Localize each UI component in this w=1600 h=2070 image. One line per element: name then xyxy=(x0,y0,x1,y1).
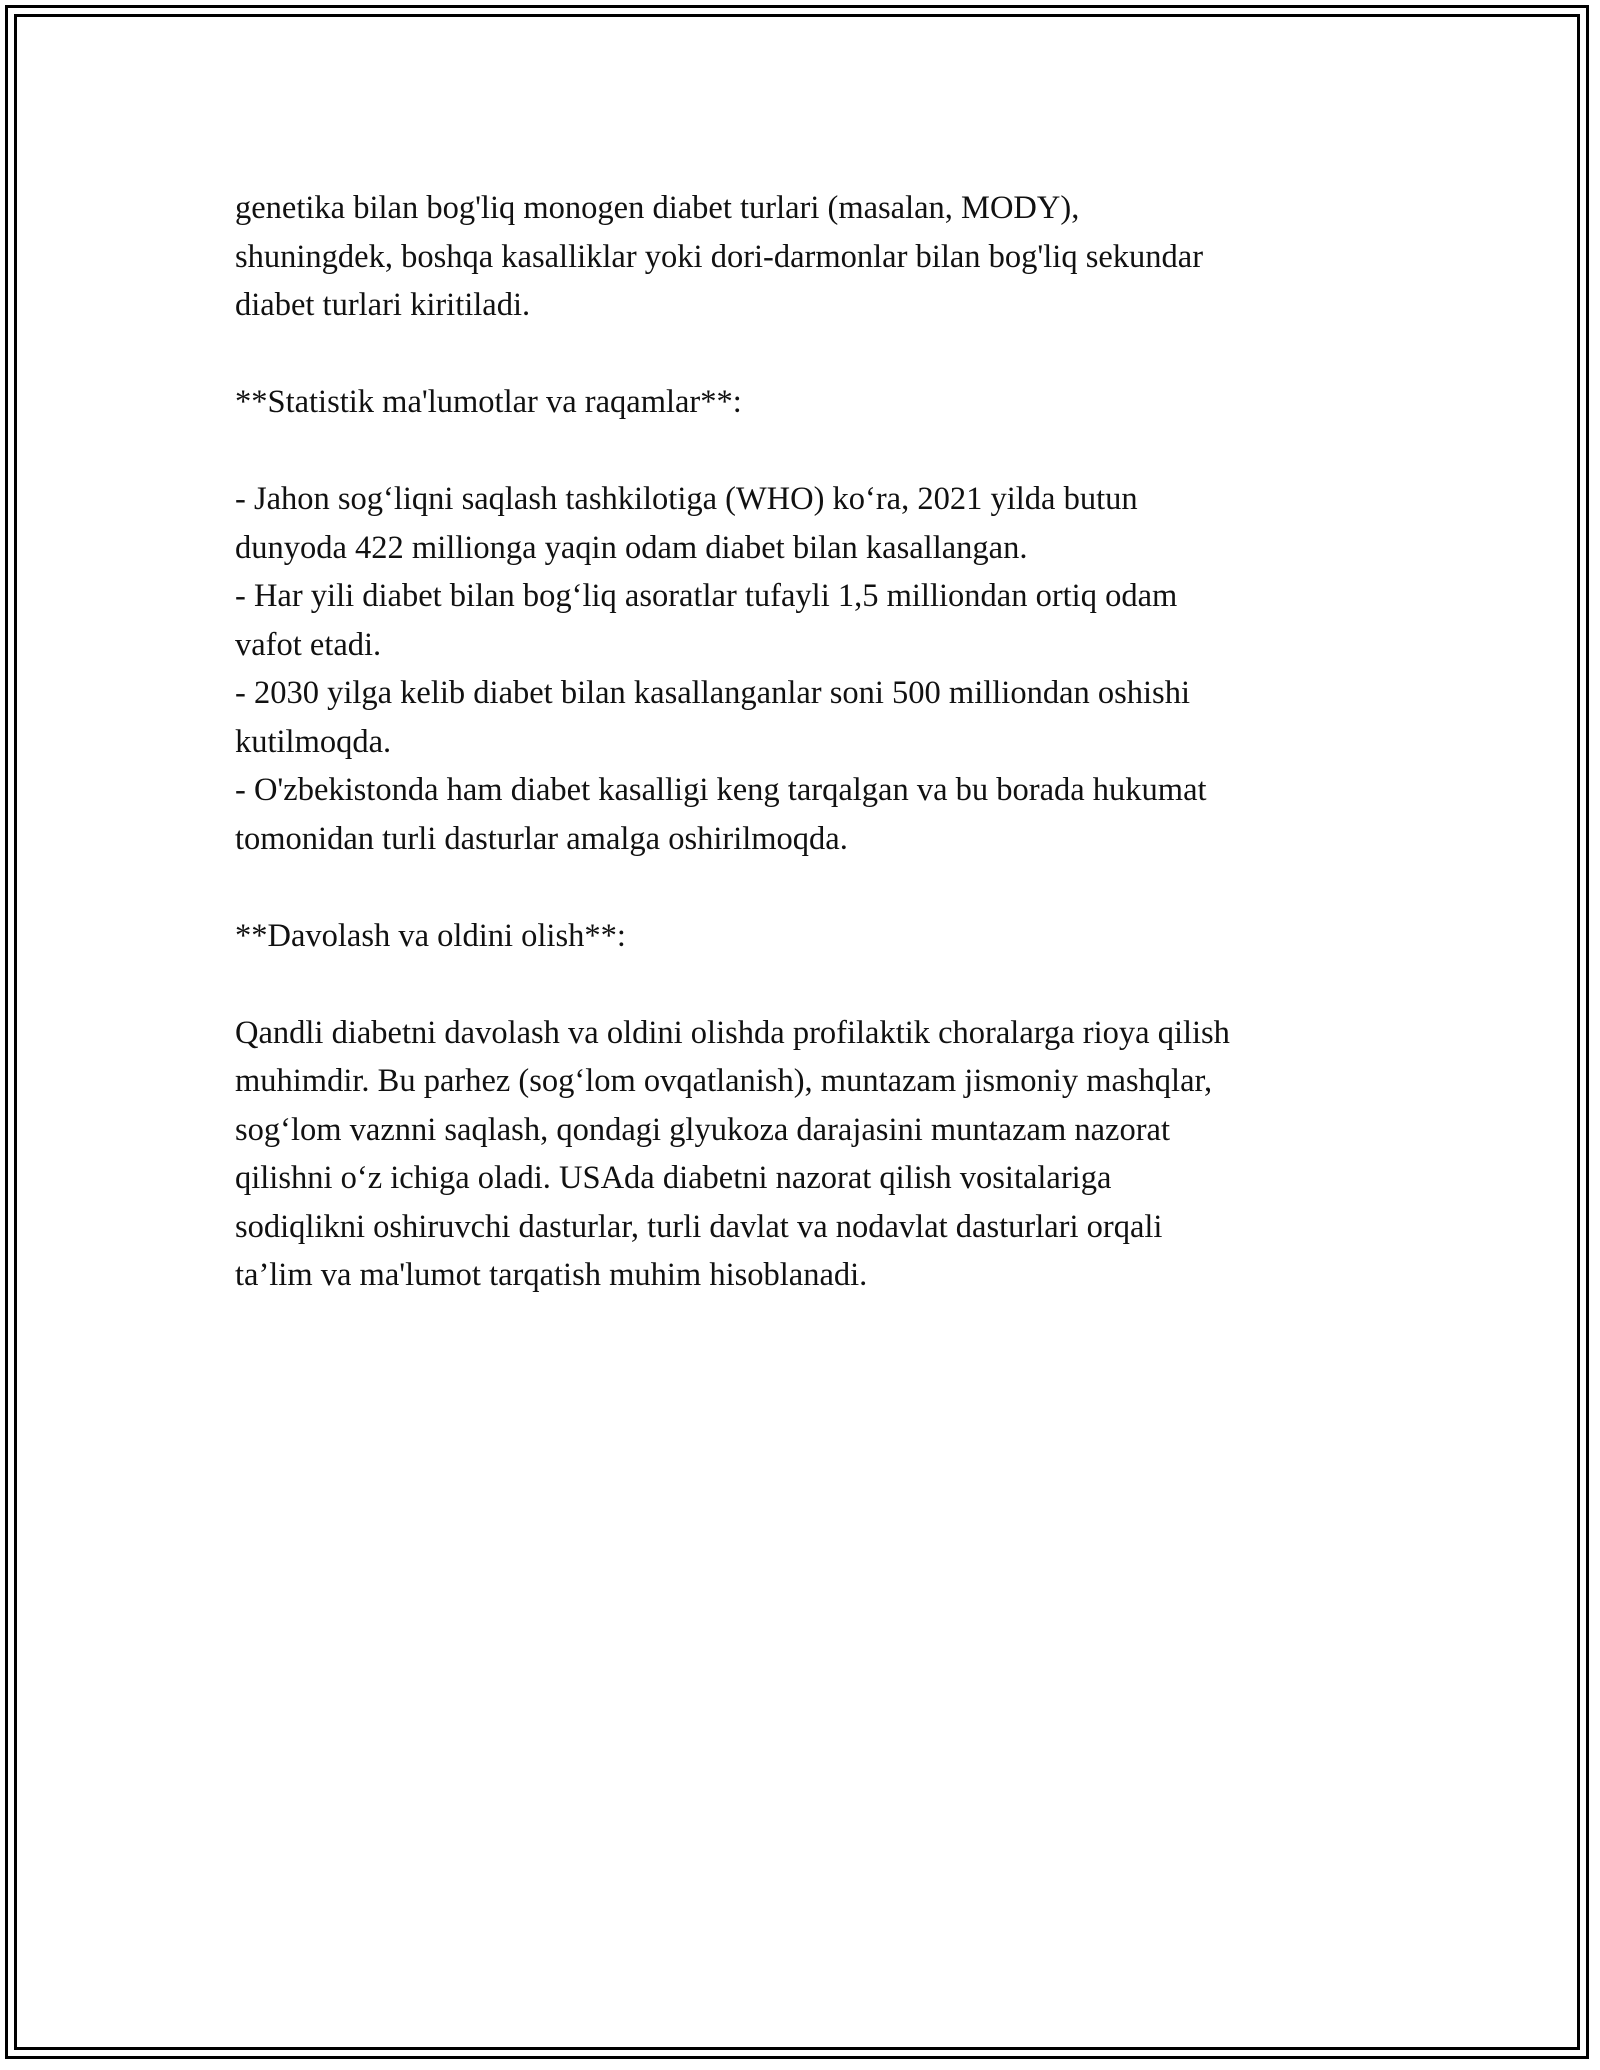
stats-list-item: - Har yili diabet bilan bog‘liq asoratlar tufayli 1,5 milliondan ortiq odam vafot etadi. xyxy=(235,578,1178,663)
stats-list xyxy=(235,475,1375,863)
stats-heading: **Statistik ma'lumotlar va raqamlar**: xyxy=(235,384,742,420)
stats-list-item: - Jahon sog‘liqni saqlash tashkilotiga (WHO) ko‘ra, 2021 yilda butun dunyoda 422 millionga yaqin odam diabet bilan kasallangan. xyxy=(235,481,1138,566)
paragraph-gap xyxy=(235,863,1375,912)
treatment-heading: **Davolash va oldini olish**: xyxy=(235,917,626,954)
paragraph-gap xyxy=(235,330,1375,379)
stats-list-item: - O'zbekistonda ham diabet kasalligi keng tarqalgan va bu borada hukumat tomonidan turli dasturlar amalga oshirilmoqda. xyxy=(235,772,1207,857)
treatment-paragraph: Qandli diabetni davolash va oldini olishda profilaktik choralarga rioya qilish muhimdir. Bu parhez (sog‘lom ovqatlanish), muntazam jismoniy mashqlar, sog‘lom vaznni saqlash, qondagi glyukoza darajasini muntazam nazorat qilishni o‘z ichiga oladi. USAda diabetni nazorat qilish vositalariga sodiqlikni oshiruvchi dasturlar, turli davlat va nodavlat dasturlari orqali ta’lim va ma'lumot tarqatish muhim hisoblanadi. xyxy=(235,1014,1230,1293)
document-body xyxy=(235,184,1375,1300)
intro-paragraph: genetika bilan bog'liq monogen diabet turlari (masalan, MODY), shuningdek, boshqa kasalliklar yoki dori-darmonlar bilan bog'liq sekundar diabet turlari kiritiladi. xyxy=(235,190,1204,323)
paragraph-gap xyxy=(235,427,1375,476)
stats-list-item: - 2030 yilga kelib diabet bilan kasallanganlar soni 500 milliondan oshishi kutilmoqda. xyxy=(235,675,1190,760)
paragraph-gap xyxy=(235,960,1375,1009)
